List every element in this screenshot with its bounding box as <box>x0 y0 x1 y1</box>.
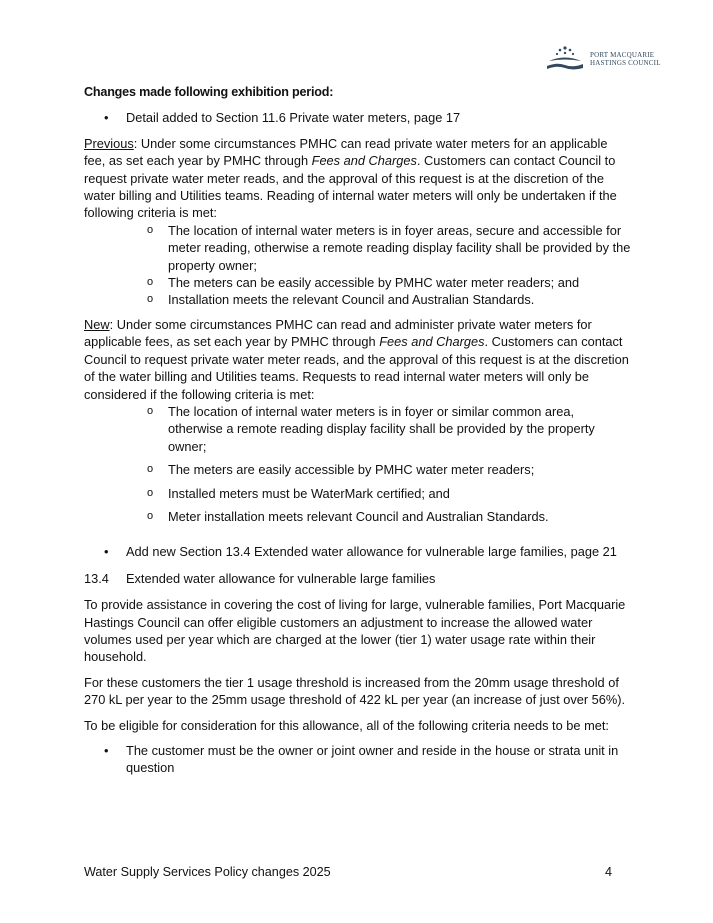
council-logo <box>545 44 675 74</box>
list-item: o Installation meets the relevant Council and Australian Standards. <box>147 292 535 308</box>
circle-bullet-icon: o <box>147 486 154 499</box>
bullet-text: Add new Section 13.4 Extended water allowance for vulnerable large families, page 21 <box>126 544 617 560</box>
list-item: o The location of internal water meters is in foyer or similar common area, otherwise a remote reading display facility shall be provided by the property owner; <box>147 403 595 454</box>
list-item: o Meter installation meets relevant Council and Australian Standards. <box>147 508 549 524</box>
section-title <box>84 570 632 587</box>
new-text-2: . Customers can contact Council to request private water meter reads, and the approval of this request is at the discretion of the water billing and Utilities teams. Requests to read internal water meters will only be considered if the following criteria is met: <box>84 334 629 402</box>
document-body <box>84 84 632 777</box>
previous-label: Previous <box>84 135 134 151</box>
new-criteria-list <box>84 403 632 525</box>
circle-bullet-icon: o <box>147 293 154 306</box>
previous-text-1: : Under some circumstances PMHC can read private water meters for an applicable fee, as set each year by PMHC through <box>84 135 608 169</box>
logo-text <box>590 51 661 67</box>
bullet-dot-icon: • <box>104 544 109 560</box>
paragraph-2: For these customers the tier 1 usage threshold is increased from the 20mm usage threshold of 270 kL per year to the 25mm usage threshold of 422 kL per year (an increase of just over 56%). <box>84 674 626 708</box>
page-number: 4 <box>604 865 612 879</box>
section-number: 13.4 <box>84 570 109 586</box>
bullet-item <box>84 543 632 560</box>
previous-italic: Fees and Charges <box>311 153 417 169</box>
logo-line-2: HASTINGS COUNCIL <box>590 59 661 67</box>
circle-bullet-icon: o <box>147 223 154 236</box>
page-footer <box>84 865 612 879</box>
logo-line-1: PORT MACQUARIE <box>590 51 655 59</box>
new-text-1: : Under some circumstances PMHC can read and administer private water meters for applicable fees, as set each year by PMHC through <box>84 316 592 350</box>
bullet-dot-icon: • <box>104 110 109 126</box>
paragraph-3: To be eligible for consideration for this allowance, all of the following criteria needs to be met: <box>84 717 609 733</box>
circle-bullet-icon: o <box>147 509 154 522</box>
footer-title: Water Supply Services Policy changes 2025 <box>84 865 331 879</box>
bullet-text: The customer must be the owner or joint owner and reside in the house or strata unit in question <box>126 743 619 776</box>
previous-text-2: . Customers can contact Council to request private water meter reads, and the approval of this request is at the discretion of the water billing and Utilities teams. Reading of internal water meters will only be undertaken if the following criteria is met: <box>84 153 617 221</box>
circle-bullet-icon: o <box>147 276 154 289</box>
circle-bullet-icon: o <box>147 404 154 417</box>
previous-criteria-list <box>84 222 632 309</box>
bullet-text: Detail added to Section 11.6 Private water meters, page 17 <box>126 110 461 126</box>
list-item: o Installed meters must be WaterMark certified; and <box>147 485 450 501</box>
section-title-text: Extended water allowance for vulnerable large families <box>126 570 436 586</box>
bullet-item <box>84 109 632 126</box>
new-section <box>84 316 632 525</box>
previous-section <box>84 135 632 309</box>
bullet-dot-icon: • <box>104 743 109 758</box>
list-item: o The meters can be easily accessible by PMHC water meter readers; and <box>147 275 580 291</box>
circle-bullet-icon: o <box>147 463 154 476</box>
council-logo-icon <box>545 44 585 74</box>
paragraph-1: To provide assistance in covering the cost of living for large, vulnerable families, Port Macquarie Hastings Council can offer eligible customers an adjustment to increase the allowed water volumes used per year which are charged at the lower (tier 1) water usage rate within their household. <box>84 597 626 665</box>
list-item: o The location of internal water meters is in foyer areas, secure and accessible for meter reading, otherwise a remote reading display facility shall be provided by the property owner; <box>147 222 631 273</box>
list-item: o The meters are easily accessible by PMHC water meter readers; <box>147 462 535 478</box>
bullet-item <box>84 742 632 777</box>
new-label: New <box>84 316 110 332</box>
page-heading: Changes made following exhibition period: <box>84 85 334 99</box>
new-italic: Fees and Charges <box>379 334 485 350</box>
